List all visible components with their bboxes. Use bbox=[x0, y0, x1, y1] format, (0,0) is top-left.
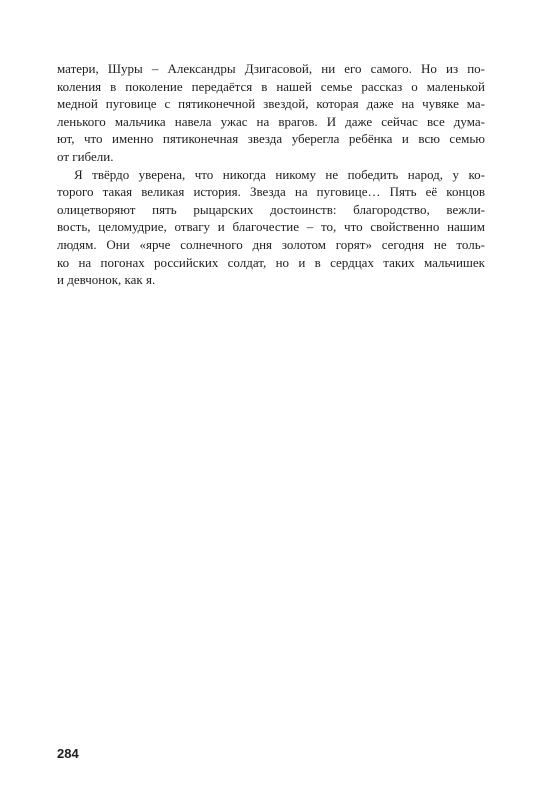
text-line: коления в поколение передаётся в нашей семье рассказ о маленькой bbox=[57, 78, 485, 94]
paragraph-2 bbox=[57, 166, 485, 289]
text-line: Я твёрдо уверена, что никогда никому не победить народ, у ко- bbox=[74, 166, 485, 182]
text-line: медной пуговице с пятиконечной звездой, которая даже на чувяке ма- bbox=[57, 96, 485, 112]
text-line: вость, целомудрие, отвагу и благочестие – то, что свойственно нашим bbox=[57, 219, 485, 235]
text-line: матери, Шуры – Александры Дзигасовой, ни его самого. Но из по- bbox=[57, 61, 485, 76]
text-line: от гибели. bbox=[57, 148, 114, 164]
text-line: ют, что именно пятиконечная звезда уберегла ребёнка и всю семью bbox=[57, 131, 485, 147]
text-line: ленького мальчика навела ужас на врагов. И даже сейчас все дума- bbox=[57, 113, 485, 129]
text-line: торого такая великая история. Звезда на пуговице… Пять её концов bbox=[57, 184, 485, 200]
text-line: ко на погонах российских солдат, но и в сердцах таких мальчишек bbox=[57, 254, 485, 270]
text-line: олицетворяют пять рыцарских достоинств: благородство, вежли- bbox=[57, 201, 485, 217]
text-line: людям. Они «ярче солнечного дня золотом горят» сегодня не толь- bbox=[57, 236, 485, 252]
text-line: и девчонок, как я. bbox=[57, 272, 156, 288]
paragraph-1 bbox=[57, 60, 485, 166]
body-text bbox=[57, 60, 485, 289]
page-number: 284 bbox=[57, 746, 79, 761]
